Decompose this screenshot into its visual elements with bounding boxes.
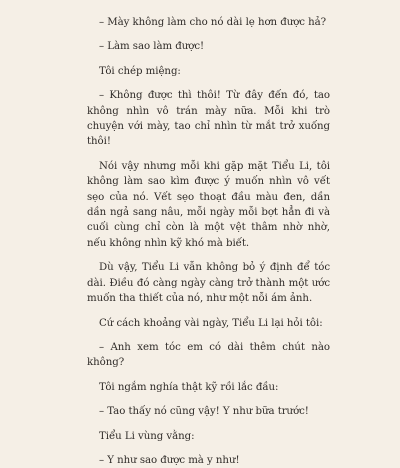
paragraph-6: Dù vậy, Tiểu Li vẫn không bỏ ý định để tóc dài. Điều đó càng ngày càng trở thành một ước muốn tha thiết của nó, như một nỗi ám ảnh. [87, 262, 330, 305]
paragraph-1: – Mày không làm cho nó dài lẹ hơn được hả? [99, 17, 327, 28]
paragraph-5: Nói vậy nhưng mỗi khi gặp mặt Tiểu Li, tôi không làm sao kìm được ý muốn nhìn vô vết sẹo của nó. Vết sẹo thoạt đầu màu đen, dần dần ngả sang nâu, mỗi ngày mỗi bợt hẳn đi và cuối cùng chỉ còn là một vệt thâm nhờ nhờ, nếu không nhìn kỹ khó mà biết. [87, 160, 330, 249]
paragraph-12: – Y như sao được mà y như! [99, 454, 240, 466]
paragraph-8: – Anh xem tóc em có dài thêm chút nào không? [87, 341, 330, 369]
paragraph-9: Tôi ngắm nghía thật kỹ rồi lắc đầu: [99, 381, 279, 393]
paragraph-7: Cứ cách khoảng vài ngày, Tiểu Li lại hỏi tôi: [99, 317, 323, 329]
paragraph-2: – Làm sao làm được! [99, 41, 205, 53]
paragraph-4: – Không được thì thôi! Từ đây đến đó, tao không nhìn vô trán mày nữa. Mỗi khi trò chuyện với mày, tao chỉ nhìn từ mắt trở xuống thôi! [87, 90, 330, 148]
paragraph-11: Tiểu Li vùng vằng: [99, 430, 195, 442]
paragraph-3: Tôi chép miệng: [99, 65, 181, 77]
paragraph-10: – Tao thấy nó cũng vậy! Y như bữa trước! [99, 406, 309, 418]
